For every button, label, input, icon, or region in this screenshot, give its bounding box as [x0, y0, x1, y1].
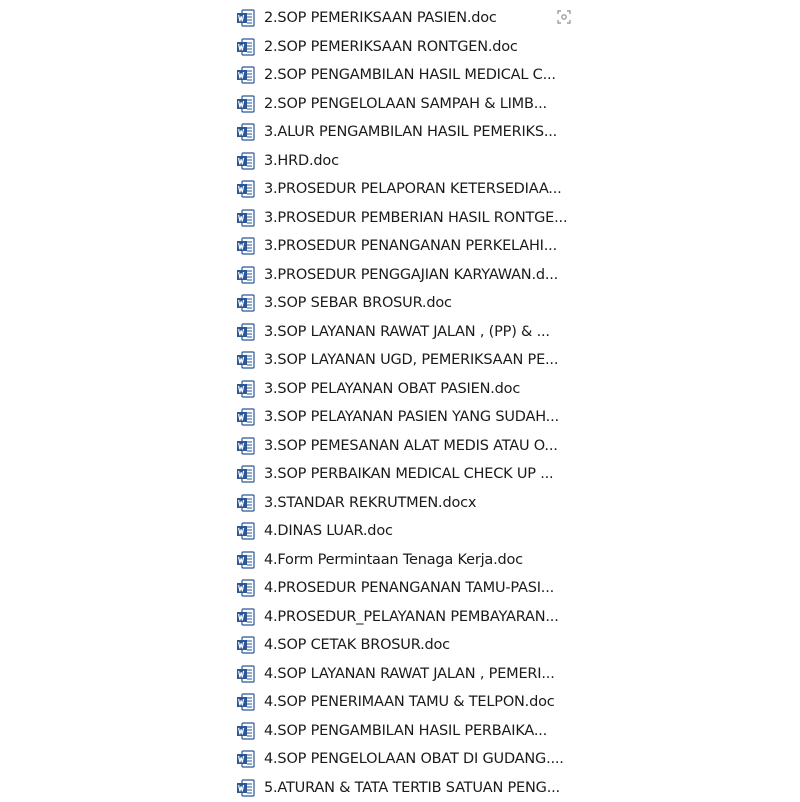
file-name: 3.ALUR PENGAMBILAN HASIL PEMERIKS...	[264, 124, 557, 140]
file-name: 3.SOP LAYANAN UGD, PEMERIKSAAN PE...	[264, 352, 558, 368]
word-document-icon	[236, 464, 256, 484]
word-document-icon	[236, 635, 256, 655]
file-item[interactable]	[236, 432, 576, 461]
word-document-icon	[236, 94, 256, 114]
file-item[interactable]	[236, 489, 576, 518]
file-item[interactable]	[236, 745, 576, 774]
file-name: 4.SOP LAYANAN RAWAT JALAN , PEMERI...	[264, 666, 555, 682]
file-name: 3.SOP PERBAIKAN MEDICAL CHECK UP ...	[264, 466, 553, 482]
word-document-icon	[236, 236, 256, 256]
file-name: 4.PROSEDUR PENANGANAN TAMU-PASI...	[264, 580, 554, 596]
file-name: 3.SOP PELAYANAN OBAT PASIEN.doc	[264, 381, 520, 397]
file-item[interactable]	[236, 4, 576, 33]
file-item[interactable]	[236, 717, 576, 746]
word-document-icon	[236, 37, 256, 57]
word-document-icon	[236, 322, 256, 342]
file-item[interactable]	[236, 460, 576, 489]
file-name: 4.SOP PENGELOLAAN OBAT DI GUDANG....	[264, 751, 564, 767]
file-name: 3.PROSEDUR PELAPORAN KETERSEDIAA...	[264, 181, 562, 197]
file-item[interactable]	[236, 546, 576, 575]
word-document-icon	[236, 379, 256, 399]
file-name: 3.PROSEDUR PENANGANAN PERKELAHI...	[264, 238, 557, 254]
file-item[interactable]	[236, 232, 576, 261]
file-item[interactable]	[236, 289, 576, 318]
file-name: 4.SOP PENGAMBILAN HASIL PERBAIKA...	[264, 723, 547, 739]
word-document-icon	[236, 521, 256, 541]
word-document-icon	[236, 293, 256, 313]
file-item[interactable]	[236, 574, 576, 603]
file-list	[236, 4, 576, 802]
file-name: 3.PROSEDUR PENGGAJIAN KARYAWAN.d...	[264, 267, 558, 283]
file-item[interactable]	[236, 631, 576, 660]
file-name: 4.Form Permintaan Tenaga Kerja.doc	[264, 552, 523, 568]
file-name: 3.SOP LAYANAN RAWAT JALAN , (PP) & ...	[264, 324, 550, 340]
word-document-icon	[236, 436, 256, 456]
file-item[interactable]	[236, 346, 576, 375]
file-item[interactable]	[236, 147, 576, 176]
word-document-icon	[236, 350, 256, 370]
file-item[interactable]	[236, 175, 576, 204]
file-name: 2.SOP PENGELOLAAN SAMPAH & LIMB...	[264, 96, 547, 112]
word-document-icon	[236, 151, 256, 171]
file-item[interactable]	[236, 261, 576, 290]
file-item[interactable]	[236, 318, 576, 347]
file-item[interactable]	[236, 375, 576, 404]
file-name: 3.HRD.doc	[264, 153, 339, 169]
file-item[interactable]	[236, 33, 576, 62]
word-document-icon	[236, 607, 256, 627]
file-item[interactable]	[236, 774, 576, 802]
file-name: 4.SOP CETAK BROSUR.doc	[264, 637, 450, 653]
word-document-icon	[236, 778, 256, 798]
file-name: 4.SOP PENERIMAAN TAMU & TELPON.doc	[264, 694, 555, 710]
word-document-icon	[236, 122, 256, 142]
word-document-icon	[236, 407, 256, 427]
file-item[interactable]	[236, 61, 576, 90]
word-document-icon	[236, 493, 256, 513]
word-document-icon	[236, 578, 256, 598]
word-document-icon	[236, 208, 256, 228]
file-item[interactable]	[236, 688, 576, 717]
file-name: 2.SOP PEMERIKSAAN PASIEN.doc	[264, 10, 497, 26]
file-item[interactable]	[236, 118, 576, 147]
file-name: 5.ATURAN & TATA TERTIB SATUAN PENG...	[264, 780, 560, 796]
word-document-icon	[236, 8, 256, 28]
file-name: 2.SOP PENGAMBILAN HASIL MEDICAL C...	[264, 67, 556, 83]
word-document-icon	[236, 550, 256, 570]
word-document-icon	[236, 692, 256, 712]
file-item[interactable]	[236, 603, 576, 632]
file-item[interactable]	[236, 517, 576, 546]
file-name: 3.STANDAR REKRUTMEN.docx	[264, 495, 476, 511]
file-name: 4.DINAS LUAR.doc	[264, 523, 393, 539]
file-item[interactable]	[236, 90, 576, 119]
file-item[interactable]	[236, 403, 576, 432]
file-item[interactable]	[236, 660, 576, 689]
file-item[interactable]	[236, 204, 576, 233]
file-name: 3.SOP PELAYANAN PASIEN YANG SUDAH...	[264, 409, 559, 425]
file-name: 2.SOP PEMERIKSAAN RONTGEN.doc	[264, 39, 518, 55]
word-document-icon	[236, 179, 256, 199]
word-document-icon	[236, 664, 256, 684]
file-name: 4.PROSEDUR_PELAYANAN PEMBAYARAN...	[264, 609, 559, 625]
word-document-icon	[236, 65, 256, 85]
word-document-icon	[236, 721, 256, 741]
file-name: 3.PROSEDUR PEMBERIAN HASIL RONTGE...	[264, 210, 567, 226]
word-document-icon	[236, 265, 256, 285]
file-name: 3.SOP PEMESANAN ALAT MEDIS ATAU O...	[264, 438, 558, 454]
file-name: 3.SOP SEBAR BROSUR.doc	[264, 295, 452, 311]
word-document-icon	[236, 749, 256, 769]
